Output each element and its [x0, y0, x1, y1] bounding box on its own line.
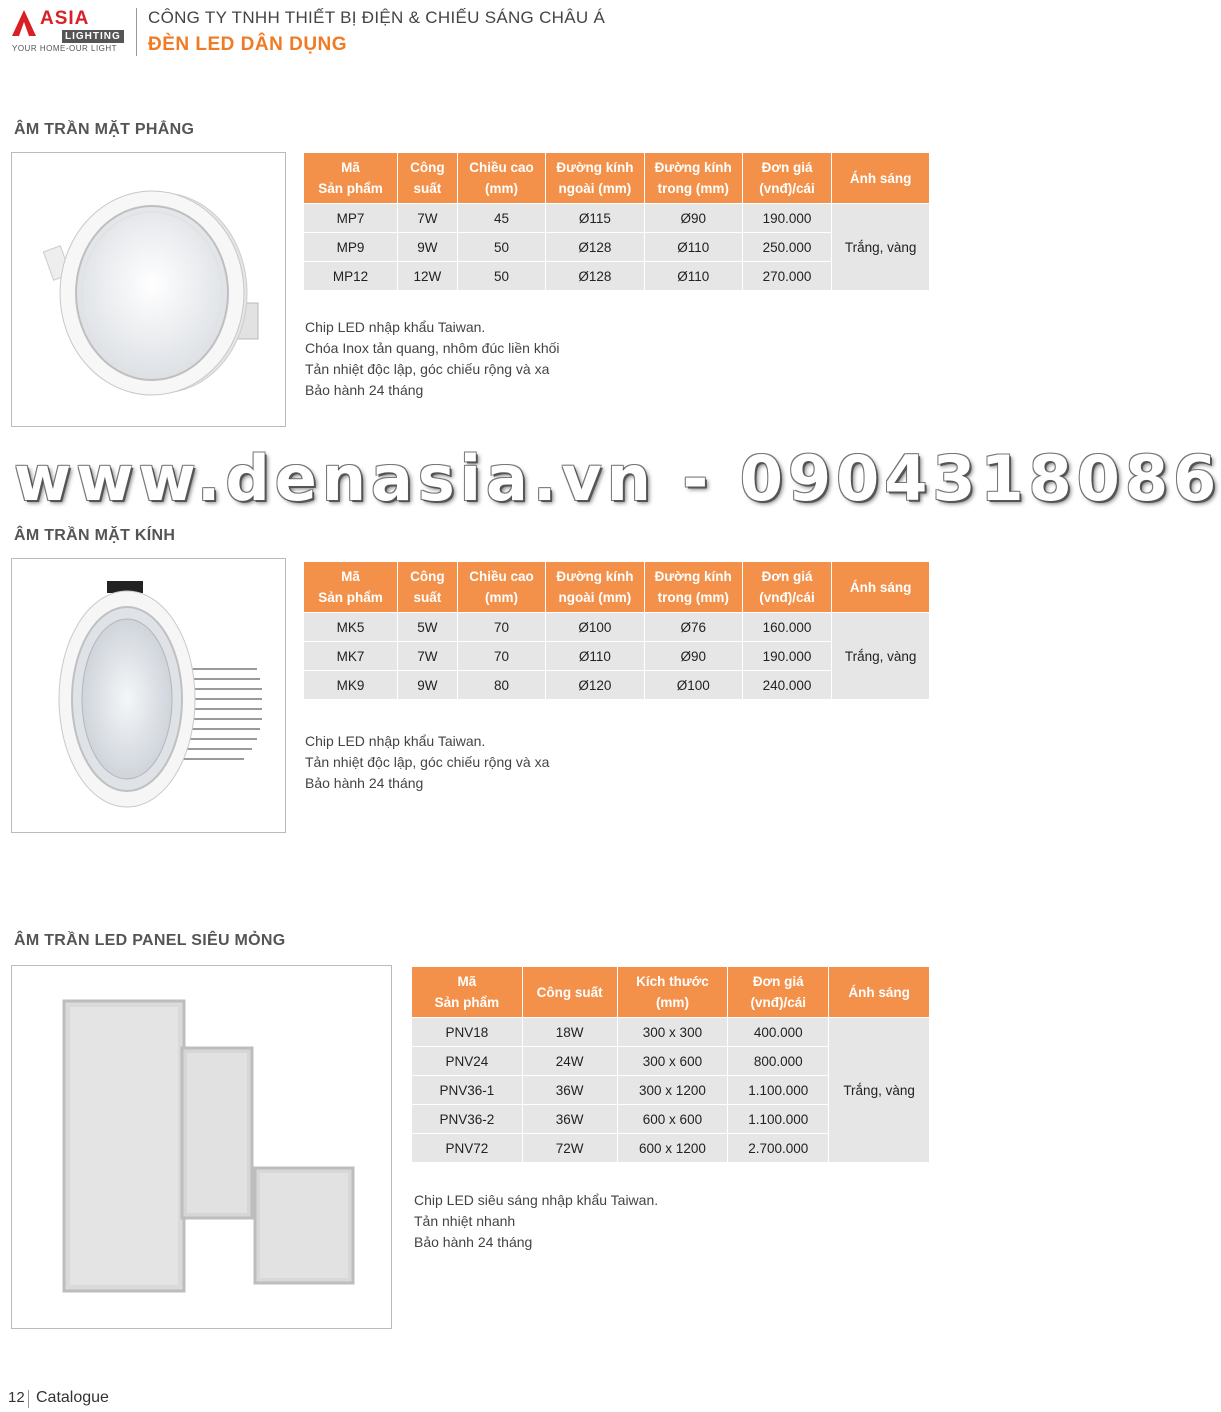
note-line: Tản nhiệt độc lập, góc chiếu rộng và xa	[305, 754, 550, 770]
col-header: Kích thước (mm)	[617, 967, 728, 1018]
note-line: Bảo hành 24 tháng	[305, 775, 424, 791]
cell: Ø128	[546, 233, 644, 262]
product-notes	[414, 1190, 658, 1253]
col-header: Đơn giá (vnđ)/cái	[742, 153, 831, 204]
cell: 50	[457, 233, 545, 262]
cell: 160.000	[742, 613, 831, 642]
col-header: Ánh sáng	[832, 562, 930, 613]
note-line: Chip LED siêu sáng nhập khẩu Taiwan.	[414, 1192, 659, 1208]
col-header: Đường kính ngoài (mm)	[546, 562, 644, 613]
cell: Ø76	[644, 613, 742, 642]
cell: 250.000	[742, 233, 831, 262]
table-row	[304, 204, 930, 233]
watermark-text: www.denasia.vn - 0904318086	[14, 442, 1221, 515]
note-line: Chip LED nhập khẩu Taiwan.	[305, 319, 486, 335]
product-notes	[305, 317, 560, 401]
footer-divider	[28, 1390, 29, 1408]
product-image-box	[11, 558, 286, 833]
cell: 70	[457, 642, 545, 671]
cell: 36W	[522, 1105, 617, 1134]
product-image-box	[11, 965, 392, 1329]
cell: 7W	[398, 642, 458, 671]
cell: 2.700.000	[728, 1134, 829, 1163]
glass-downlight-image	[12, 559, 285, 832]
col-header: Mã Sản phẩm	[412, 967, 523, 1018]
cell: Ø110	[644, 233, 742, 262]
col-header: Chiều cao (mm)	[457, 153, 545, 204]
cell: 270.000	[742, 262, 831, 291]
page-number: 12	[8, 1389, 25, 1406]
note-line: Tản nhiệt độc lập, góc chiếu rộng và xa	[305, 361, 550, 377]
cell: Ø100	[644, 671, 742, 700]
col-header: Công suất	[522, 967, 617, 1018]
cell: PNV36-2	[412, 1105, 523, 1134]
col-header: Mã Sản phẩm	[304, 562, 398, 613]
cell: Ø115	[546, 204, 644, 233]
section-title: ÂM TRẦN MẶT KÍNH	[14, 527, 176, 544]
cell: 800.000	[728, 1047, 829, 1076]
cell: 80	[457, 671, 545, 700]
note-line: Chóa Inox tản quang, nhôm đúc liền khối	[305, 340, 560, 356]
logo-brand-sub: LIGHTING	[62, 30, 124, 43]
light-color-cell: Trắng, vàng	[829, 1018, 930, 1163]
light-color-cell: Trắng, vàng	[832, 204, 930, 291]
spec-table	[411, 966, 930, 1163]
cell: 7W	[398, 204, 458, 233]
cell: 1.100.000	[728, 1105, 829, 1134]
cell: Ø110	[546, 642, 644, 671]
cell: MP7	[304, 204, 398, 233]
cell: PNV36-1	[412, 1076, 523, 1105]
cell: 70	[457, 613, 545, 642]
header-divider	[136, 8, 137, 56]
note-line: Bảo hành 24 tháng	[414, 1234, 533, 1250]
product-line-title: ĐÈN LED DÂN DỤNG	[148, 34, 348, 55]
col-header: Ánh sáng	[829, 967, 930, 1018]
cell: Ø100	[546, 613, 644, 642]
cell: 5W	[398, 613, 458, 642]
logo-brand: ASIA	[40, 8, 90, 29]
col-header: Mã Sản phẩm	[304, 153, 398, 204]
cell: Ø90	[644, 204, 742, 233]
table-row	[412, 1018, 930, 1047]
company-logo	[10, 8, 128, 58]
col-header: Đơn giá (vnđ)/cái	[728, 967, 829, 1018]
footer-label: Catalogue	[36, 1389, 109, 1406]
table-row	[304, 613, 930, 642]
col-header: Ánh sáng	[832, 153, 930, 204]
cell: 12W	[398, 262, 458, 291]
cell: MK9	[304, 671, 398, 700]
light-color-cell: Trắng, vàng	[832, 613, 930, 700]
cell: 18W	[522, 1018, 617, 1047]
logo-slogan: YOUR HOME-OUR LIGHT	[12, 44, 118, 53]
spec-table	[303, 561, 930, 700]
cell: 600 x 1200	[617, 1134, 728, 1163]
cell: Ø110	[644, 262, 742, 291]
col-header: Công suất	[398, 153, 458, 204]
cell: MK5	[304, 613, 398, 642]
cell: 72W	[522, 1134, 617, 1163]
company-name: CÔNG TY TNHH THIẾT BỊ ĐIỆN & CHIẾU SÁNG CHÂU Á	[148, 8, 606, 27]
section-title: ÂM TRẦN MẶT PHẲNG	[14, 121, 195, 138]
col-header: Đơn giá (vnđ)/cái	[742, 562, 831, 613]
cell: MP12	[304, 262, 398, 291]
cell: 1.100.000	[728, 1076, 829, 1105]
cell: 50	[457, 262, 545, 291]
cell: 24W	[522, 1047, 617, 1076]
col-header: Chiều cao (mm)	[457, 562, 545, 613]
product-image-box	[11, 152, 286, 427]
cell: 300 x 1200	[617, 1076, 728, 1105]
note-line: Chip LED nhập khẩu Taiwan.	[305, 733, 486, 749]
spec-table	[303, 152, 930, 291]
logo-triangle-inner	[19, 22, 29, 36]
cell: Ø128	[546, 262, 644, 291]
cell: 9W	[398, 671, 458, 700]
led-panel-image	[12, 966, 391, 1328]
col-header: Công suất	[398, 562, 458, 613]
note-line: Bảo hành 24 tháng	[305, 382, 424, 398]
cell: 45	[457, 204, 545, 233]
cell: 190.000	[742, 204, 831, 233]
col-header: Đường kính trong (mm)	[644, 562, 742, 613]
cell: 240.000	[742, 671, 831, 700]
cell: MK7	[304, 642, 398, 671]
cell: 300 x 600	[617, 1047, 728, 1076]
col-header: Đường kính trong (mm)	[644, 153, 742, 204]
product-notes	[305, 731, 549, 794]
cell: 36W	[522, 1076, 617, 1105]
cell: Ø120	[546, 671, 644, 700]
cell: 9W	[398, 233, 458, 262]
cell: 300 x 300	[617, 1018, 728, 1047]
cell: 600 x 600	[617, 1105, 728, 1134]
flat-downlight-image	[12, 153, 285, 426]
cell: PNV24	[412, 1047, 523, 1076]
cell: MP9	[304, 233, 398, 262]
cell: PNV72	[412, 1134, 523, 1163]
cell: PNV18	[412, 1018, 523, 1047]
cell: 190.000	[742, 642, 831, 671]
section-title: ÂM TRẦN LED PANEL SIÊU MỎNG	[14, 932, 286, 949]
note-line: Tản nhiệt nhanh	[414, 1213, 516, 1229]
cell: Ø90	[644, 642, 742, 671]
cell: 400.000	[728, 1018, 829, 1047]
col-header: Đường kính ngoài (mm)	[546, 153, 644, 204]
